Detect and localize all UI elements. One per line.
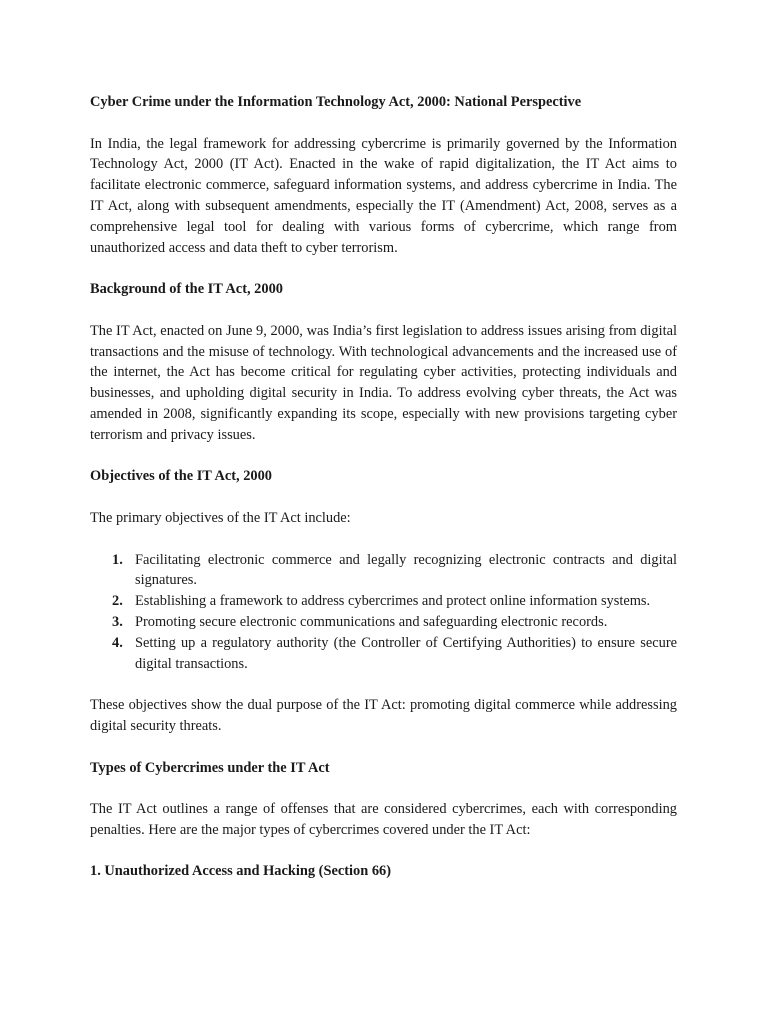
list-item bbox=[112, 633, 677, 675]
list-item-text: Facilitating electronic commerce and legally recognizing electronic contracts and digital signatures. bbox=[135, 551, 677, 589]
objectives-list bbox=[90, 550, 677, 675]
list-item bbox=[112, 591, 677, 612]
intro-paragraph: In India, the legal framework for addressing cybercrime is primarily governed by the Information Technology Act, 2000 (IT Act). Enacted in the wake of rapid digitalization, the IT Act aims to facilitate electronic commerce, safeguard information systems, and address cybercrime in India. The IT Act, along with subsequent amendments, especially the IT (Amendment) Act, 2008, serves as a comprehensive legal tool for dealing with various forms of cybercrime, which range from unauthorized access and data theft to cyber terrorism. bbox=[90, 135, 677, 256]
list-item bbox=[112, 612, 677, 633]
document-page bbox=[90, 92, 677, 882]
objectives-summary: These objectives show the dual purpose of the IT Act: promoting digital commerce while addressing digital security threats. bbox=[90, 697, 677, 734]
objectives-lead: The primary objectives of the IT Act include: bbox=[90, 509, 351, 526]
list-item-text: Establishing a framework to address cybercrimes and protect online information systems. bbox=[135, 593, 651, 610]
types-paragraph: The IT Act outlines a range of offenses that are considered cybercrimes, each with corresponding penalties. Here are the major types of cybercrimes covered under the IT Act: bbox=[90, 801, 677, 838]
list-item-text: Setting up a regulatory authority (the Controller of Certifying Authorities) to ensure secure digital transactions. bbox=[135, 634, 677, 672]
list-item bbox=[112, 550, 677, 592]
section-66-heading: 1. Unauthorized Access and Hacking (Section 66) bbox=[90, 863, 392, 880]
list-item-text: Promoting secure electronic communications and safeguarding electronic records. bbox=[135, 613, 608, 630]
background-heading: Background of the IT Act, 2000 bbox=[90, 281, 283, 298]
objectives-heading: Objectives of the IT Act, 2000 bbox=[90, 468, 272, 485]
list-number: 2. bbox=[112, 593, 123, 610]
types-heading: Types of Cybercrimes under the IT Act bbox=[90, 759, 330, 776]
list-number: 1. bbox=[112, 551, 123, 568]
list-number: 3. bbox=[112, 613, 123, 630]
background-paragraph: The IT Act, enacted on June 9, 2000, was India’s first legislation to address issues arising from digital transactions and the misuse of technology. With technological advancements and the increased use of the internet, the Act has become critical for regulating cyber activities, protecting individuals and businesses, and upholding digital security in India. To address evolving cyber threats, the Act was amended in 2008, significantly expanding its scope, especially with new provisions targeting cyber terrorism and privacy issues. bbox=[90, 322, 677, 443]
document-title: Cyber Crime under the Information Technology Act, 2000: National Perspective bbox=[90, 94, 582, 110]
list-number: 4. bbox=[112, 634, 123, 651]
